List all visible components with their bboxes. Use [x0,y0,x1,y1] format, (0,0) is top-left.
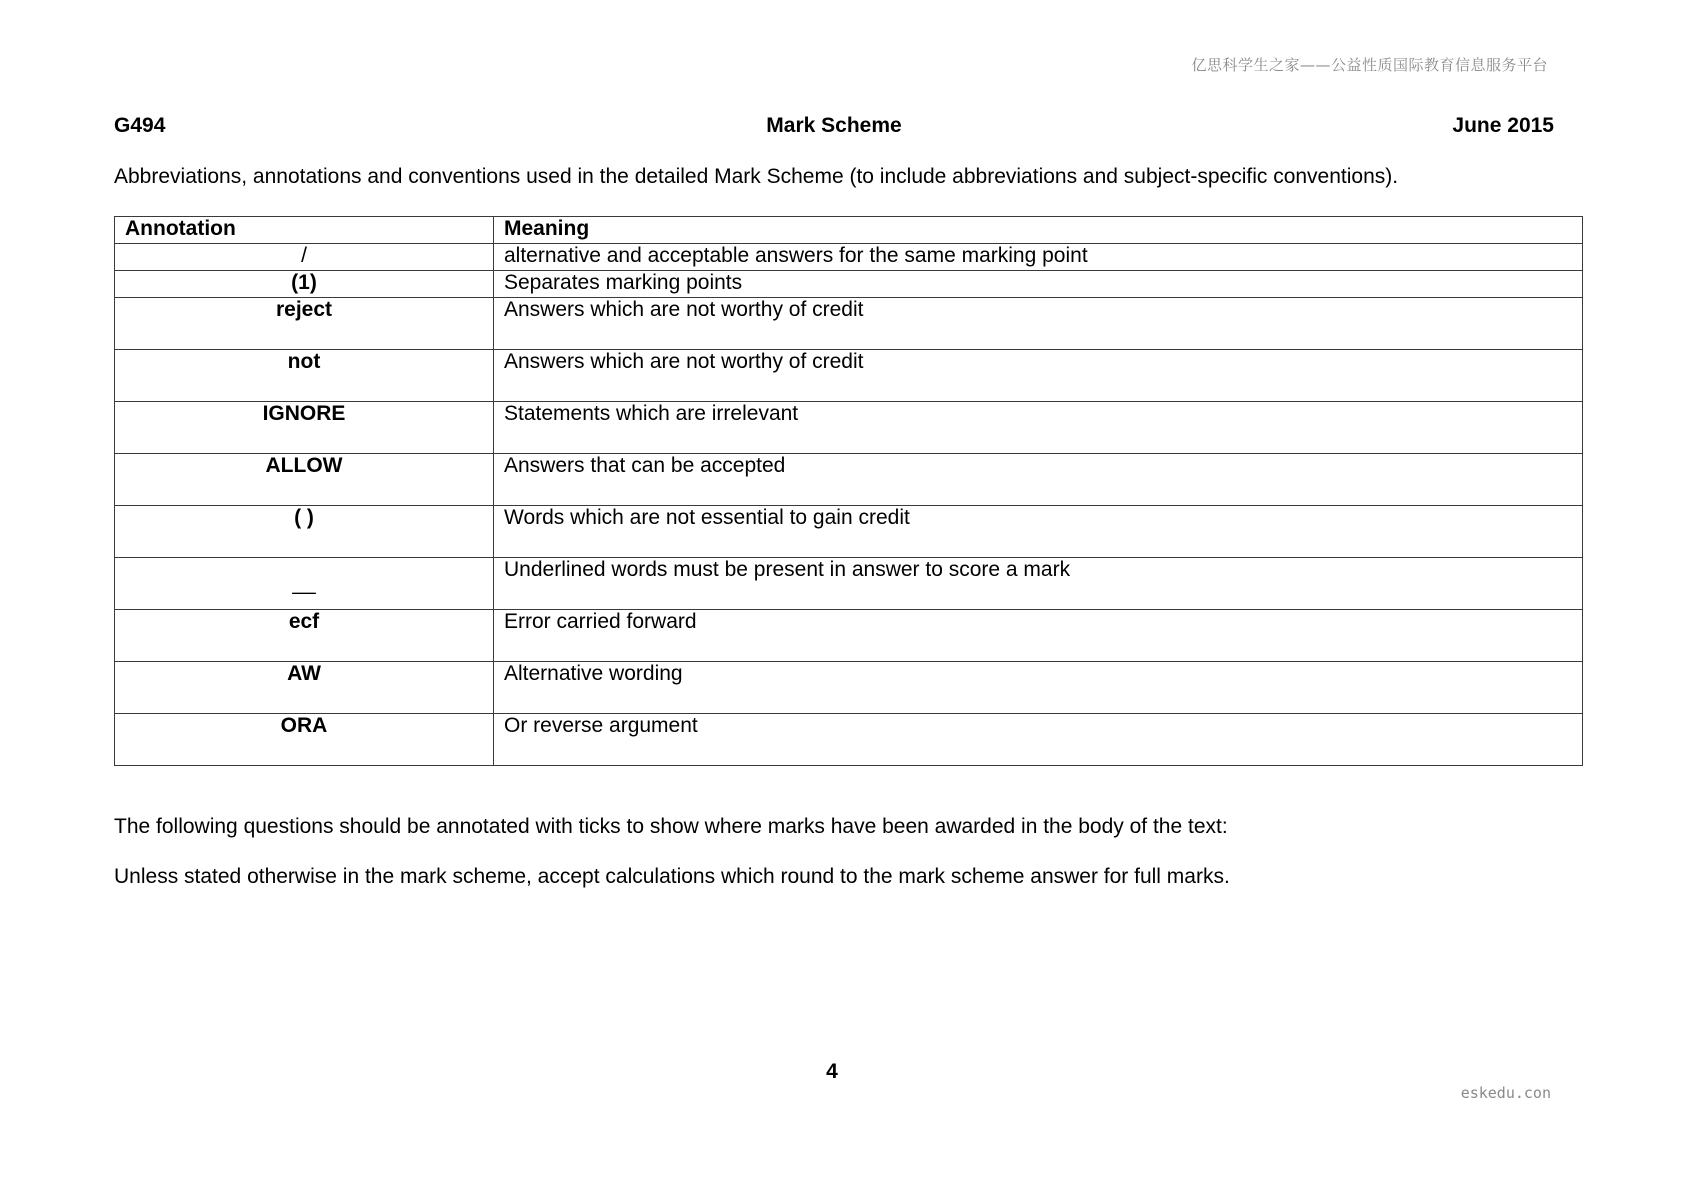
table-row [115,506,1583,558]
table-row [115,402,1583,454]
meaning-cell: Answers that can be accepted [494,454,1583,506]
meaning-cell: Answers which are not worthy of credit [494,298,1583,350]
column-header-meaning: Meaning [494,217,1583,244]
meaning-cell: Words which are not essential to gain credit [494,506,1583,558]
table-row [115,350,1583,402]
table-row [115,662,1583,714]
meaning-cell: Error carried forward [494,610,1583,662]
instruction-paragraph-rounding: Unless stated otherwise in the mark scheme, accept calculations which round to the mark scheme answer for full marks. [114,865,1230,888]
annotation-cell: ORA [115,714,494,766]
annotation-cell: IGNORE [115,402,494,454]
meaning-cell: Alternative wording [494,662,1583,714]
annotation-cell-underline: __ [115,558,494,610]
page-title: Mark Scheme [766,114,902,137]
annotation-cell: not [115,350,494,402]
meaning-cell: Statements which are irrelevant [494,402,1583,454]
column-header-annotation: Annotation [115,217,494,244]
table-row [115,244,1583,271]
table-row [115,454,1583,506]
page-header [114,114,1554,140]
table-row [115,271,1583,298]
table-row [115,714,1583,766]
meaning-cell: Separates marking points [494,271,1583,298]
exam-date: June 2015 [1452,114,1554,137]
watermark-bottom: eskedu.con [1460,1084,1551,1102]
annotation-cell: (1) [115,271,494,298]
page-number: 4 [826,1060,838,1083]
annotation-cell: ecf [115,610,494,662]
paper-code: G494 [114,114,166,137]
table-row [115,558,1583,610]
annotation-cell: AW [115,662,494,714]
annotation-cell: reject [115,298,494,350]
meaning-cell: Answers which are not worthy of credit [494,350,1583,402]
instruction-paragraph-ticks: The following questions should be annotated with ticks to show where marks have been awarded in the body of the text: [114,815,1228,838]
table-row [115,610,1583,662]
annotation-cell: / [115,244,494,271]
watermark-top: 亿思科学生之家——公益性质国际教育信息服务平台 [1191,56,1548,74]
intro-text: Abbreviations, annotations and conventions used in the detailed Mark Scheme (to include abbreviations and subject-specific conventions). [114,165,1399,188]
annotation-cell: ALLOW [115,454,494,506]
table-row [115,298,1583,350]
meaning-cell: Or reverse argument [494,714,1583,766]
annotation-table [114,216,1583,766]
table-header-row [115,217,1583,244]
meaning-cell: alternative and acceptable answers for the same marking point [494,244,1583,271]
meaning-cell: Underlined words must be present in answer to score a mark [494,558,1583,610]
annotation-cell: ( ) [115,506,494,558]
